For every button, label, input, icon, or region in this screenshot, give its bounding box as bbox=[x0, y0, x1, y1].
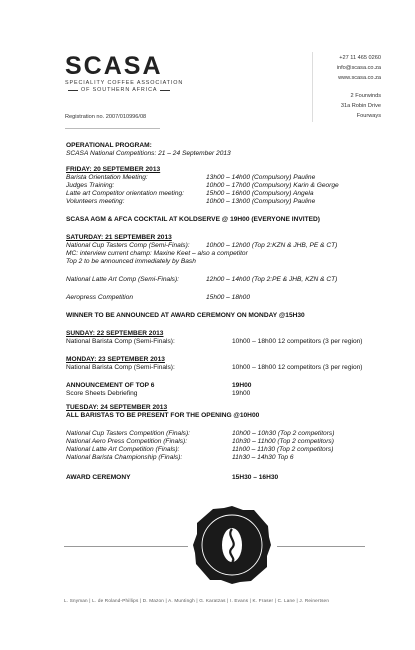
tuesday-detail-1: 10h00 – 10h30 (Top 2 competitors) bbox=[232, 430, 335, 437]
tuesday-detail-4: 11h30 – 14h30 Top 6 bbox=[232, 454, 294, 461]
saturday-mc-note: MC: interview current champ: Maxine Keet – also a competitor bbox=[66, 250, 248, 257]
tuesday-detail-3: 11h00 – 11h30 (Top 2 competitors) bbox=[232, 446, 334, 453]
award-time: 15H30 – 16H30 bbox=[232, 474, 279, 481]
friday-event-1: Barista Orientation Meeting: bbox=[66, 174, 148, 181]
sunday-heading: SUNDAY: 22 SEPTEMBER 2013 bbox=[66, 330, 164, 337]
address-block bbox=[341, 91, 381, 121]
tuesday-event-2: National Aero Press Competition (Finals): bbox=[66, 438, 188, 445]
logo-tagline-1: SPECIALITY COFFEE ASSOCIATION bbox=[65, 80, 184, 86]
tuesday-event-4: National Barista Championship (Finals): bbox=[66, 454, 183, 461]
tuesday-heading: TUESDAY: 24 SEPTEMBER 2013 bbox=[66, 404, 168, 411]
tuesday-event-1: National Cup Tasters Competition (Finals): bbox=[66, 430, 190, 437]
address-line-3: Fourways bbox=[356, 113, 381, 119]
debrief-time: 19h00 bbox=[232, 390, 251, 397]
agm-notice: SCASA AGM & AFCA COCKTAIL AT KOLDSERVE @ 19H00 (EVERYONE INVITED) bbox=[66, 216, 320, 223]
friday-detail-3: 15h00 – 16h00 (Compulsory) Angela bbox=[206, 190, 314, 197]
saturday-cup-event: National Cup Tasters Comp (Semi-Finals): bbox=[66, 242, 190, 249]
winner-notice: WINNER TO BE ANNOUNCED AT AWARD CEREMONY ON MONDAY @15H30 bbox=[66, 312, 305, 319]
board-members-footer: L. Snyman | L. de Roland-Phillips | D. Mazon | A. Muntingh | G. Karatzas | I. Evans | K. Fraser | C. Lane | J. Reinertsen bbox=[64, 598, 330, 603]
sunday-event: National Barista Comp (Semi-Finals): bbox=[66, 338, 175, 345]
logo-tagline-2-text: OF SOUTHERN AFRICA bbox=[81, 87, 158, 93]
friday-heading: FRIDAY: 20 SEPTEMBER 2013 bbox=[66, 166, 161, 173]
saturday-latte-event: National Latte Art Comp (Semi-Finals): bbox=[66, 276, 179, 283]
friday-event-2: Judges Training: bbox=[66, 182, 115, 189]
address-line-1: 2 Fourwinds bbox=[350, 93, 381, 99]
debrief: Score Sheets Debriefing bbox=[66, 390, 138, 397]
friday-detail-1: 13h00 – 14h00 (Compulsory) Pauline bbox=[206, 174, 316, 181]
email: info@scasa.co.za bbox=[336, 65, 381, 71]
tuesday-detail-2: 10h30 – 11h00 (Top 2 competitors) bbox=[232, 438, 334, 445]
logo-tagline-2 bbox=[65, 87, 173, 93]
contact-block bbox=[337, 53, 381, 83]
sunday-detail: 10h00 – 18h00 12 competitors (3 per region) bbox=[232, 338, 363, 345]
saturday-top2-note: Top 2 to be announced immediately by Bash bbox=[66, 258, 196, 265]
scasa-logo: SCASA bbox=[65, 52, 163, 80]
monday-detail: 10h00 – 18h00 12 competitors (3 per region) bbox=[232, 364, 363, 371]
saturday-latte-detail: 12h00 – 14h00 (Top 2:PE & JHB, KZN & CT) bbox=[206, 276, 338, 283]
saturday-aero-detail: 15h00 – 18h00 bbox=[206, 294, 251, 301]
saturday-aero-event: Aeropress Competition bbox=[66, 294, 134, 301]
top6-announcement: ANNOUNCEMENT OF TOP 6 bbox=[66, 382, 155, 389]
saturday-heading: SATURDAY: 21 SEPTEMBER 2013 bbox=[66, 234, 172, 241]
friday-event-4: Volunteers meeting: bbox=[66, 198, 125, 205]
monday-event: National Barista Comp (Semi-Finals): bbox=[66, 364, 175, 371]
tuesday-note: ALL BARISTAS TO BE PRESENT FOR THE OPENING @10H00 bbox=[66, 412, 260, 419]
website: www.scasa.co.za bbox=[338, 75, 381, 81]
friday-event-3: Latte art Competitor orientation meeting: bbox=[66, 190, 185, 197]
program-title: OPERATIONAL PROGRAM: bbox=[66, 142, 152, 149]
tuesday-event-3: National Latte Art Competition (Finals): bbox=[66, 446, 180, 453]
top6-time: 19H00 bbox=[232, 382, 252, 389]
phone: +27 11 465 0260 bbox=[339, 55, 381, 61]
program-subtitle: SCASA National Competitions: 21 – 24 September 2013 bbox=[66, 150, 231, 157]
registration-number: Registration no. 2007/010996/08 bbox=[65, 114, 147, 120]
address-line-2: 31a Robin Drive bbox=[340, 103, 381, 109]
friday-detail-4: 10h00 – 13h00 (Compulsory) Pauline bbox=[206, 198, 316, 205]
friday-detail-2: 10h00 – 17h00 (Compulsory) Karin & George bbox=[206, 182, 339, 189]
saturday-cup-detail: 10h00 – 12h00 (Top 2:KZN & JHB, PE & CT) bbox=[206, 242, 338, 249]
monday-heading: MONDAY: 23 SEPTEMBER 2013 bbox=[66, 356, 165, 363]
award-ceremony: AWARD CEREMONY bbox=[66, 474, 131, 481]
coffee-bean-seal-icon bbox=[193, 506, 271, 584]
